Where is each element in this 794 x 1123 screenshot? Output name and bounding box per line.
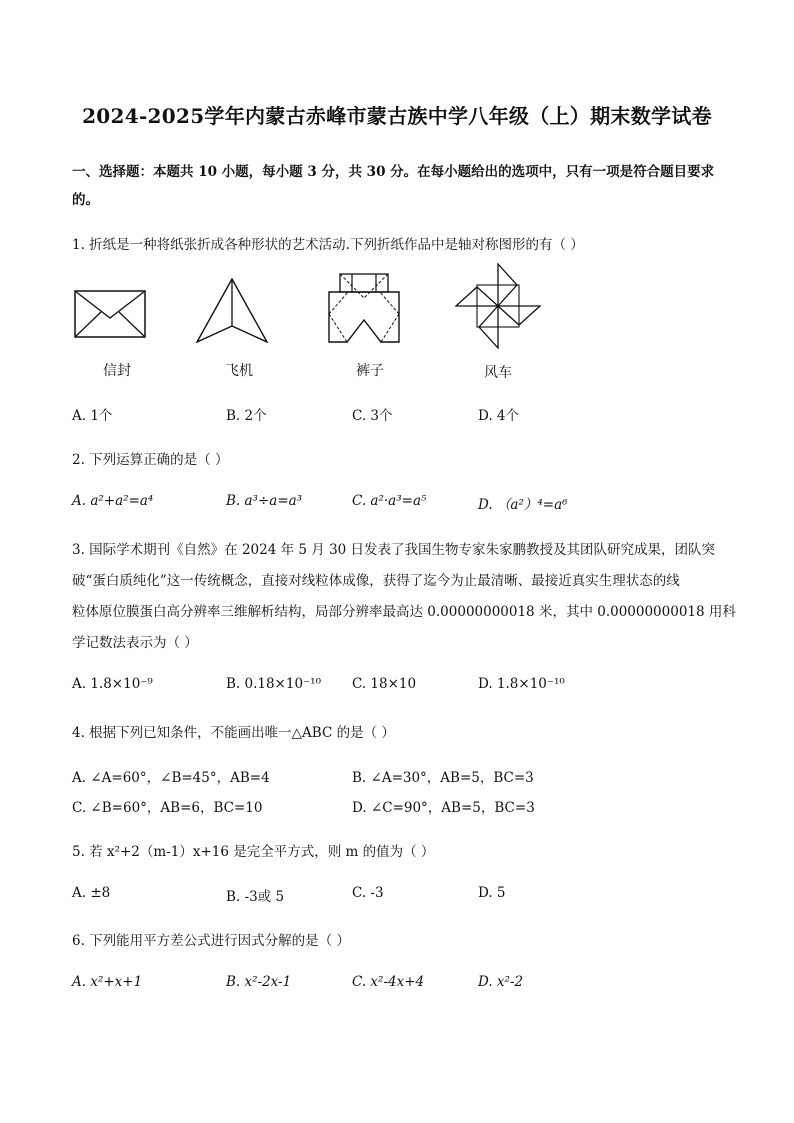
figure-caption-plane: 飞机 (225, 363, 253, 379)
page-title: 2024-2025学年内蒙古赤峰市蒙古族中学八年级（上）期末数学试卷 (82, 104, 712, 128)
section-instruction-line2: 的。 (72, 192, 99, 208)
q6-option-c: C. x²-4x+4 (352, 974, 425, 990)
section-instruction-line1: 一、选择题：本题共 10 小题，每小题 3 分，共 30 分。在每小题给出的选项中，只有一项是符合题目要求 (72, 164, 715, 180)
question-3-line4: 学记数法表示为（ ） (72, 635, 198, 651)
q2-option-a: A. a²+a²=a⁴ (72, 493, 154, 509)
q6-option-a: A. x²+x+1 (72, 974, 143, 990)
question-3-line2: 破“蛋白质纯化”这一传统概念，直接对线粒体成像，获得了迄今为止最清晰、最接近真实生理状态的线 (72, 573, 680, 589)
q1-option-d: D. 4个 (478, 408, 520, 424)
pinwheel-icon (455, 263, 541, 353)
pants-icon (328, 272, 400, 348)
q1-option-c: C. 3个 (352, 408, 393, 424)
q3-option-c: C. 18×10 (352, 676, 417, 692)
question-5-stem: 5. 若 x²+2（m-1）x+16 是完全平方式，则 m 的值为（ ） (72, 844, 435, 860)
question-2-stem: 2. 下列运算正确的是（ ） (72, 452, 229, 468)
q1-option-a: A. 1个 (72, 408, 113, 424)
question-3-line1: 3. 国际学术期刊《自然》在 2024 年 5 月 30 日发表了我国生物专家朱家鹏教授及其团队研究成果，团队突 (72, 542, 716, 558)
q6-option-b: B. x²-2x-1 (226, 974, 292, 990)
q5-option-d: D. 5 (478, 885, 506, 901)
q1-option-b: B. 2个 (226, 408, 267, 424)
q2-option-b: B. a³÷a=a³ (226, 493, 303, 509)
q2-option-c: C. a²·a³=a⁵ (352, 493, 427, 509)
question-3-line3: 粒体原位膜蛋白高分辨率三维解析结构，局部分辨率最高达 0.00000000018 米，其中 0.00000000018 用科 (72, 604, 736, 620)
q3-option-a: A. 1.8×10⁻⁹ (72, 676, 153, 692)
q4-option-a: A. ∠A=60°，∠B=45°，AB=4 (72, 770, 270, 786)
q6-option-d: D. x²-2 (478, 974, 524, 990)
figure-caption-envelope: 信封 (103, 363, 131, 379)
q4-option-c: C. ∠B=60°，AB=6，BC=10 (72, 800, 263, 816)
envelope-icon (74, 290, 146, 342)
question-6-stem: 6. 下列能用平方差公式进行因式分解的是（ ） (72, 933, 350, 949)
q3-option-b: B. 0.18×10⁻¹⁰ (226, 676, 322, 692)
question-1-stem: 1. 折纸是一种将纸张折成各种形状的艺术活动.下列折纸作品中是轴对称图形的有（ ） (72, 237, 584, 253)
figure-caption-pinwheel: 风车 (484, 365, 512, 381)
q5-option-c: C. -3 (352, 885, 384, 901)
q3-option-d: D. 1.8×10⁻¹⁰ (478, 676, 565, 692)
figure-caption-pants: 裤子 (356, 363, 384, 379)
q2-option-d: D. （a²）⁴=a⁶ (478, 497, 568, 513)
q4-option-d: D. ∠C=90°，AB=5，BC=3 (352, 800, 535, 816)
q5-option-a: A. ±8 (72, 885, 111, 901)
question-4-stem: 4. 根据下列已知条件，不能画出唯一△ABC 的是（ ） (72, 725, 395, 741)
q5-option-b: B. -3或 5 (226, 889, 285, 905)
q4-option-b: B. ∠A=30°，AB=5，BC=3 (352, 770, 534, 786)
paper-plane-icon (196, 278, 268, 348)
